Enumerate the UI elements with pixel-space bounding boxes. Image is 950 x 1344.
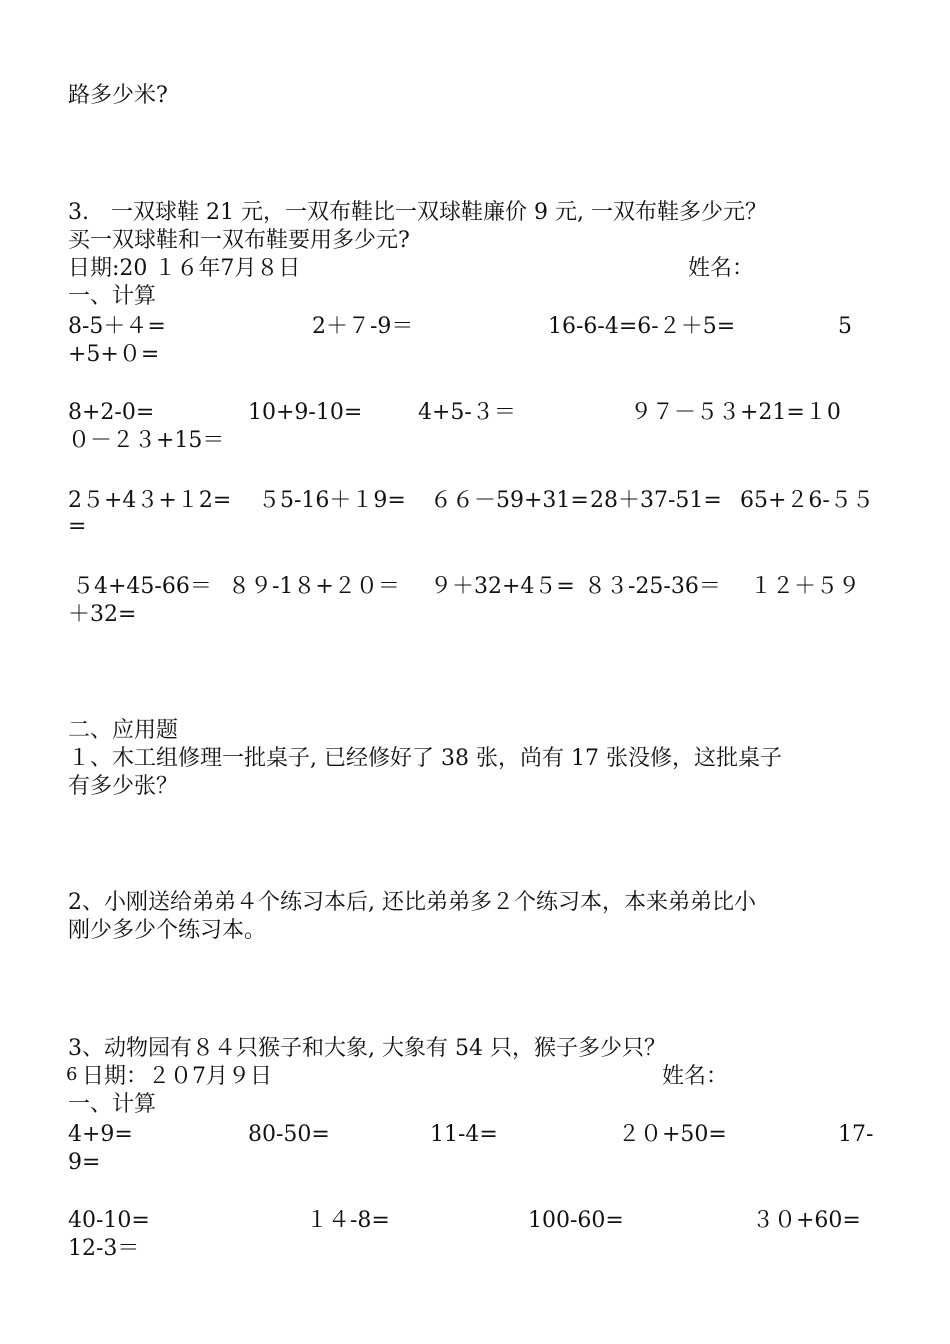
calc-item: ９７－５３+21=１0 [630, 400, 841, 425]
date-line-day2: 日期：２０7月９日 [82, 1064, 272, 1089]
name-label-day1: 姓名： [688, 256, 755, 281]
calc-item: 16-6-4=6-２＋5= [548, 314, 736, 339]
apply-problem-2-line-2: 刚少多少个练习本。 [68, 918, 267, 943]
calc-wrap: ０－２３+15＝ [68, 428, 225, 453]
calc-item: 2＋７-9＝ [312, 314, 414, 339]
calc-wrap: = [68, 514, 87, 539]
calc-item: 40-10= [68, 1208, 150, 1233]
date-line-day1: 日期:20 １６年7月８日 [68, 256, 301, 281]
calc-item: ８３-25-36＝ [584, 574, 721, 599]
calc-wrap: 12-3＝ [68, 1236, 140, 1261]
calc-item: ６６－59+31= [430, 488, 589, 513]
calc-item: １２＋５９ [750, 574, 861, 599]
calc-item: 65+２6-５５ [740, 488, 874, 513]
calc-item: ５5-16＋１9= [258, 488, 406, 513]
calc-row-3 [68, 488, 880, 514]
calc-item: 4+9= [68, 1122, 133, 1147]
calc-item: １４-8= [306, 1208, 390, 1233]
name-label-day2: 姓名： [662, 1064, 729, 1089]
calc-row-day2-1 [68, 1122, 880, 1148]
apply-problem-1-line-1: １、木工组修理一批桌子, 已经修好了 38 张，尚有 17 张没修，这批桌子 [68, 746, 782, 771]
calc-item: 2５+4３+１2= [68, 488, 232, 513]
section-calc-day2: 一、计算 [68, 1092, 157, 1117]
calc-item: ３０+60= [752, 1208, 861, 1233]
section-apply-day1: 二、应用题 [68, 718, 179, 743]
calc-item: ２０+50= [618, 1122, 727, 1147]
section-calc-day1: 一、计算 [68, 284, 157, 309]
apply-problem-2-line-1: 2、小刚送给弟弟４个练习本后, 还比弟弟多２个练习本，本来弟弟比小 [68, 890, 756, 915]
calc-item: 17- [838, 1122, 874, 1147]
calc-item: 4+5-３＝ [418, 400, 516, 425]
calc-item: 11-4= [430, 1122, 498, 1147]
calc-item: 10+9-10= [248, 400, 363, 425]
calc-item: ５4+45-66＝ [72, 574, 212, 599]
calc-wrap: 9= [68, 1150, 101, 1175]
problem-3-line-1: 3. 一双球鞋 21 元，一双布鞋比一双球鞋廉价 9 元, 一双布鞋多少元？ [68, 200, 767, 225]
calc-item: 100-60= [528, 1208, 624, 1233]
problem-3-line-2: 买一双球鞋和一双布鞋要用多少元? [68, 228, 410, 253]
stray-mark: 6 [66, 1064, 78, 1085]
apply-problem-3-line-1: 3、动物园有８４只猴子和大象, 大象有 54 只，猴子多少只？ [68, 1036, 666, 1061]
calc-item: 8-5＋４= [68, 314, 166, 339]
apply-problem-1-line-2: 有多少张？ [68, 774, 179, 799]
calc-item: ９＋32+4５= [430, 574, 575, 599]
calc-row-day2-2 [68, 1208, 880, 1234]
calc-wrap: ＋32= [68, 602, 137, 627]
calc-item: 8+2-0= [68, 400, 155, 425]
calc-item: 28＋37-51= [590, 488, 722, 513]
calc-wrap: +5+０= [68, 342, 160, 367]
calc-row-1 [68, 314, 880, 340]
calc-item: 5 [838, 314, 852, 339]
calc-item: 80-50= [248, 1122, 330, 1147]
problem-continuation: 路多少米? [68, 83, 168, 108]
calc-row-2 [68, 400, 880, 426]
calc-item: ８９-1８+２０＝ [228, 574, 400, 599]
calc-row-4 [68, 574, 880, 600]
